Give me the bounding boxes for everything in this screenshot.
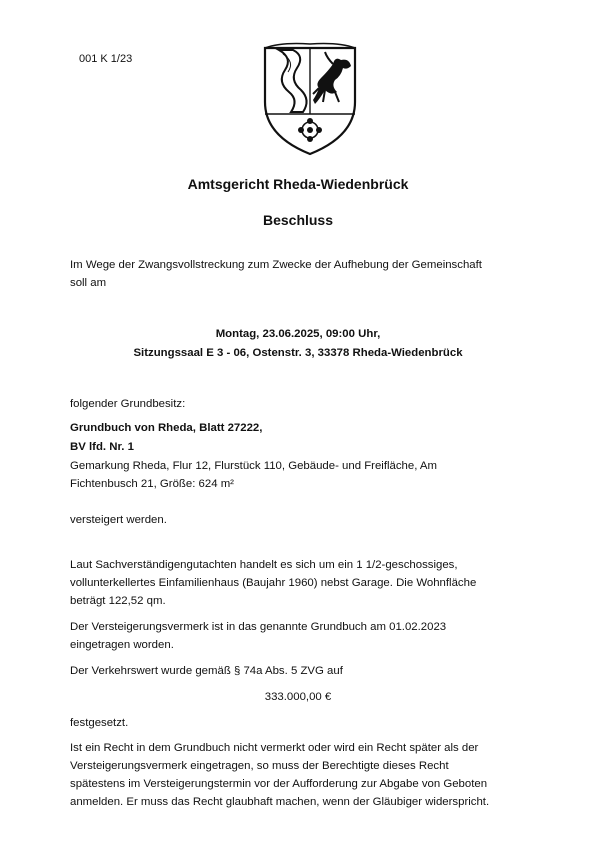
intro-line: Im Wege der Zwangsvollstreckung zum Zwecke der Aufhebung der Gemeinschaft bbox=[70, 259, 482, 271]
land-register: Grundbuch von Rheda, Blatt 27222, bbox=[70, 422, 263, 434]
rights-notice-line: Ist ein Recht in dem Grundbuch nicht vermerkt oder wird ein Recht später als der bbox=[70, 742, 479, 754]
rights-notice-line: Versteigerungsvermerk eingetragen, so muss der Berechtigte dieses Recht bbox=[70, 760, 449, 772]
appointment-location: Sitzungssaal E 3 - 06, Ostenstr. 3, 33378 Rheda-Wiedenbrück bbox=[133, 347, 463, 359]
intro-line: soll am bbox=[70, 277, 107, 289]
appraisal-line: beträgt 122,52 qm. bbox=[70, 595, 166, 607]
auctioned-text: versteigert werden. bbox=[70, 514, 167, 526]
appraisal-line: Laut Sachverständigengutachten handelt es sich um ein 1 1/2-geschossiges, bbox=[70, 559, 458, 571]
property-label: folgender Grundbesitz: bbox=[70, 398, 186, 410]
fixed-text: festgesetzt. bbox=[70, 717, 129, 729]
appointment-date: Montag, 23.06.2025, 09:00 Uhr, bbox=[215, 328, 381, 340]
rights-notice-line: anmelden. Er muss das Recht glaubhaft machen, wenn der Gläubiger widerspricht. bbox=[70, 796, 490, 808]
nrw-coat-of-arms-icon bbox=[259, 40, 361, 158]
rights-notice-line: spätestens im Versteigerungstermin vor der Aufforderung zur Abgabe von Geboten bbox=[70, 778, 488, 790]
market-value: 333.000,00 € bbox=[264, 691, 332, 703]
case-reference: 001 K 1/23 bbox=[79, 53, 133, 65]
court-name: Amtsgericht Rheda-Wiedenbrück bbox=[187, 176, 409, 192]
property-description: Fichtenbusch 21, Größe: 624 m² bbox=[70, 478, 234, 490]
register-item: BV lfd. Nr. 1 bbox=[70, 441, 134, 453]
appraisal-line: vollunterkellertes Einfamilienhaus (Baujahr 1960) nebst Garage. Die Wohnfläche bbox=[70, 577, 477, 589]
property-description: Gemarkung Rheda, Flur 12, Flurstück 110, Gebäude- und Freifläche, Am bbox=[70, 460, 438, 472]
document-title: Beschluss bbox=[262, 212, 334, 228]
value-intro: Der Verkehrswert wurde gemäß § 74a Abs. 5 ZVG auf bbox=[70, 665, 343, 677]
registration-line: Der Versteigerungsvermerk ist in das genannte Grundbuch am 01.02.2023 bbox=[70, 621, 447, 633]
registration-line: eingetragen worden. bbox=[70, 639, 174, 651]
